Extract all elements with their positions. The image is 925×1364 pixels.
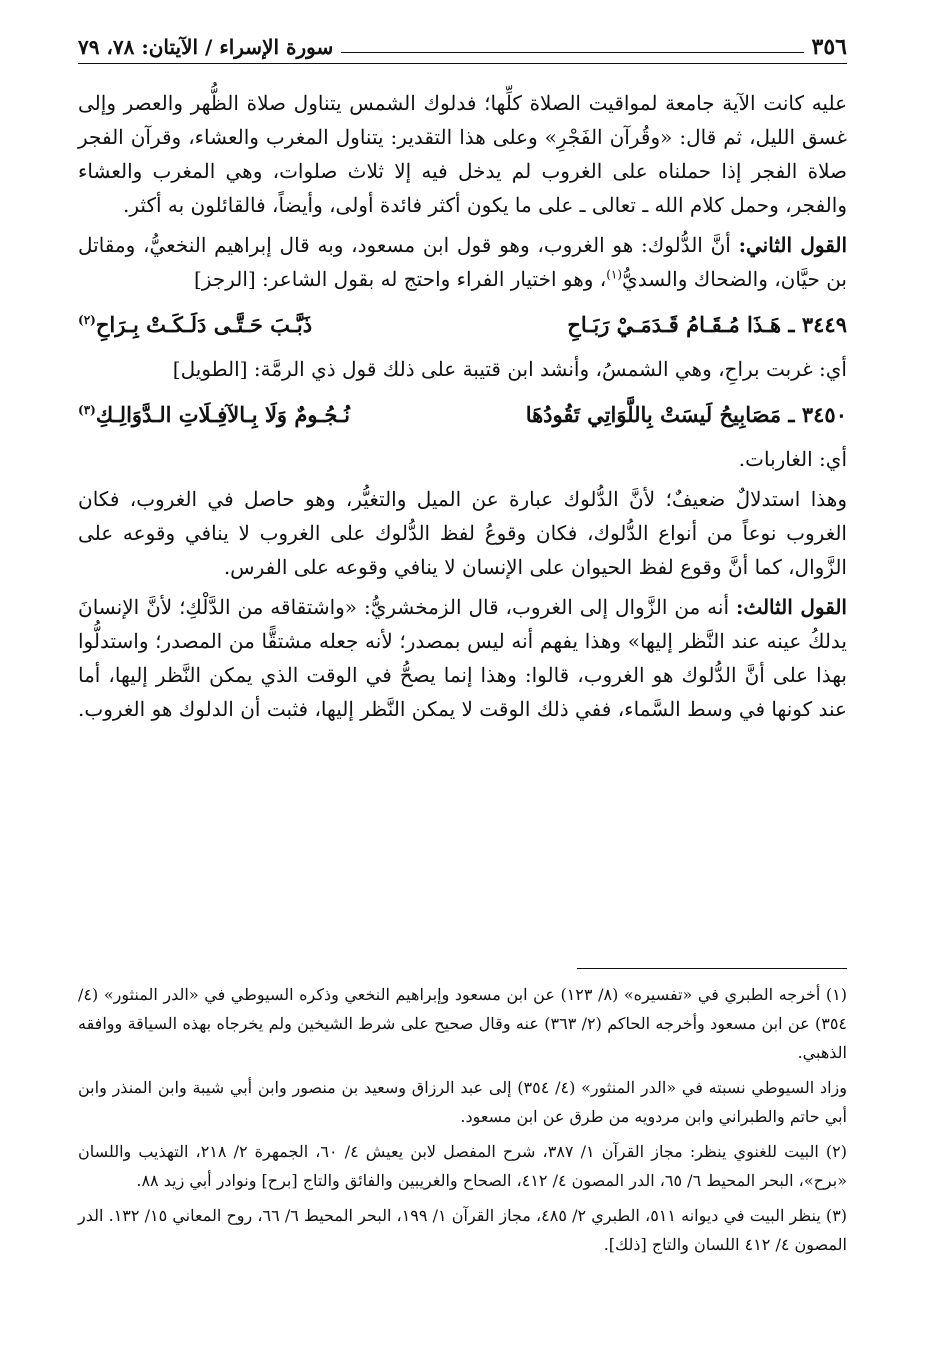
verse-3450-first-hemistich: ٣٤٥٠ ـ مَصَابِيحُ لَيسَتْ بِاللَّوَاتِي تَقُودُهَا (525, 402, 847, 427)
main-text (78, 86, 847, 732)
page-header (78, 30, 847, 64)
paragraph-2-text-a: أنَّ الدُّلوك: هو الغروب، وهو قول ابن مسعود، وبه قال إبراهيم النخعيُّ، ومقاتل بن حيَّان، والضحاك والسديُّ (78, 233, 847, 291)
paragraph-6 (78, 590, 847, 726)
verse-3449-second-text: ذَبَّـبَ حَـتَّـى دَلَـكَـتْ بِـرَاحِ (95, 312, 313, 337)
verse-3449-first-hemistich: ٣٤٤٩ ـ هَـذَا مُـقَـامُ قَـدَمَـيْ رَبَـاحِ (567, 312, 847, 337)
paragraph-5: وهذا استدلالٌ ضعيفٌ؛ لأنَّ الدُّلوك عبارة عن الميل والتغيُّر، وهو حاصل في الغروب، فكان الغروب نوعاً من أنواع الدُّلوك، فكان وقوعُ لفظ الدُّلوك على الغروب لا ينافي وقوعه على الزَّوال، كما أنَّ وقوع لفظ الحيوان على الإنسان لا ينافي وقوعه على الفرس. (78, 487, 847, 579)
paragraph-4: أي: الغاربات. (738, 447, 847, 471)
page-number: ٣٥٦ (811, 34, 847, 60)
third-opinion-label: القول الثالث: (735, 595, 847, 619)
verse-3450-second-hemistich (78, 392, 350, 438)
verse-3449-second-hemistich (78, 302, 312, 348)
footnotes (78, 980, 847, 1265)
header-line (341, 42, 803, 53)
footnote-separator (577, 968, 847, 969)
verse-3449 (78, 302, 847, 348)
footnote-ref-1: (١) (606, 267, 623, 282)
paragraph-6-text: أنه من الزَّوال إلى الغروب، قال الزمخشريُّ: «واشتقاقه من الدَّلْكِ؛ لأنَّ الإنسانَ يدلكُ عينه عند النَّظر إليها» وهذا يفهم أنه ليس بمصدر؛ لأنه جعله مشتقًّا من المصدر؛ واستدلُّوا بهذا على أنَّ الدُّلوك هو الغروب، قالوا: وهذا إنما يصحُّ في الوقت الذي يمكن النَّظر إليها، أما عند كونها في وسط السَّماء، ففي ذلك الوقت لا يمكن النَّظر إليها، فثبت أن الدلوك هو الغروب. (78, 595, 847, 721)
paragraph-2-text-b: ، وهو اختيار الفراء واحتج له بقول الشاعر: [الرجز] (193, 267, 607, 291)
header-rule (78, 63, 847, 64)
footnote-3: (٣) ينظر البيت في ديوانه ٥١١، الطبري ٢/ ٤٨٥، مجاز القرآن ١/ ١٩٩، البحر المحيط ٦/ ٦٦، روح المعاني ١٥/ ١٣٢. الدر المصون ٤/ ٤١٢ اللسان والتاج [ذلك]. (78, 1206, 848, 1254)
running-title: سورة الإسراء / الآيتان: ٧٨، ٧٩ (78, 35, 334, 59)
second-opinion-label: القول الثاني: (738, 233, 847, 257)
footnote-1-continued: وزاد السيوطي نسبته في «الدر المنثور» (٤/ ٣٥٤) إلى عبد الرزاق وسعيد بن منصور وابن أبي شيبة وابن المنذر وابن أبي حاتم والطبراني وابن مردويه من طرق عن ابن مسعود. (78, 1078, 847, 1126)
footnote-ref-2: (٢) (78, 313, 96, 327)
paragraph-3: أي: غربت براحِ، وهي الشمسُ، وأنشد ابن قتيبة على ذلك قول ذي الرمَّة: [الطويل] (172, 357, 847, 381)
verse-3450 (78, 392, 847, 438)
paragraph-1: عليه كانت الآية جامعة لمواقيت الصلاة كلِّها؛ فدلوك الشمس يتناول صلاة الظُّهر والعصر وإلى غسق الليل، ثم قال: «وقُرآن الفَجْرِ» وعلى هذا التقدير: يتناول المغرب والعشاء، وقرآن الفجر صلاة الفجر إذا حملناه على الغروب لم يدخل فيه إلا ثلاث صلوات، وهي المغرب والعشاء والفجر، وحمل كلام الله ـ تعالى ـ على ما يكون أكثر فائدة أولى، وأيضاً، فالقائلون به أكثر. (78, 91, 848, 217)
footnote-ref-3: (٣) (78, 403, 96, 417)
footnote-2: (٢) البيت للغنوي ينظر: مجاز القرآن ١/ ٣٨٧، شرح المفصل لابن يعيش ٤/ ٦٠، الجمهرة ٢/ ٢١٨، التهذيب واللسان «برح»، البحر المحيط ٦/ ٦٥، الدر المصون ٤/ ٤١٢، الصحاح والغريبين والفائق والتاج [برح] ونوادر أبي زيد ٨٨. (78, 1142, 848, 1190)
footnote-1: (١) أخرجه الطبري في «تفسيره» (٨/ ١٢٣) عن ابن مسعود وإبراهيم النخعي وذكره السيوطي في «الدر المنثور» (٤/ ٣٥٤) عن ابن مسعود وأخرجه الحاكم (٢/ ٣٦٣) عنه وقال صحيح على شرط الشيخين ولم يخرجاه بهذه السياقة ووافقه الذهبي. (78, 985, 848, 1062)
verse-3450-second-text: نُـجُـومٌ وَلَا بِـالآفِـلَاتِ الـدَّوَالِـكِ (95, 402, 350, 427)
paragraph-2 (78, 228, 847, 296)
